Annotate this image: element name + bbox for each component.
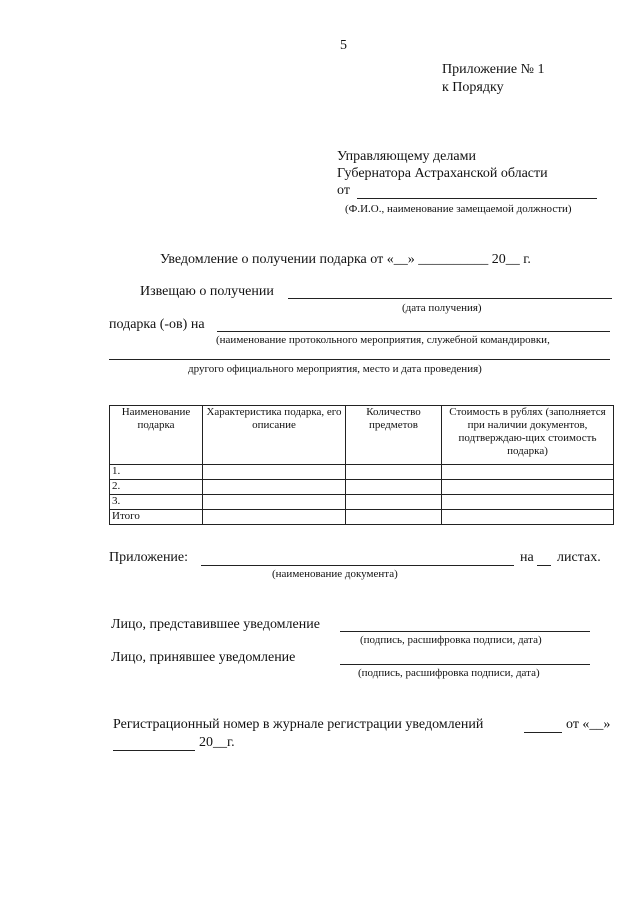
table-cell[interactable] (346, 465, 442, 480)
attachment-label: Приложение: (109, 550, 189, 565)
table-cell[interactable] (203, 510, 346, 525)
registration-date-line[interactable] (113, 750, 195, 751)
table-row (110, 465, 614, 480)
addressee-line-2: Губернатора Астраханской области (337, 166, 548, 181)
receipt-date-hint: (дата получения) (402, 302, 482, 314)
header-gift-name: Наименование подарка (110, 406, 203, 465)
table-cell[interactable] (203, 495, 346, 510)
addressee-from-hint: (Ф.И.О., наименование замещаемой должности) (345, 203, 572, 215)
header-cost: Стоимость в рублях (заполняется при наличии документов, подтверждаю-щих стоимость подарка) (442, 406, 614, 465)
page-number: 5 (340, 38, 347, 53)
table-header-row (110, 406, 614, 465)
row-label-total: Итого (110, 510, 203, 525)
notification-title: Уведомление о получении подарка от «__» __________ 20__ г. (160, 252, 531, 267)
table-cell[interactable] (442, 510, 614, 525)
event-hint-2: другого официального мероприятия, место и дата проведения) (188, 363, 482, 375)
event-hint-1: (наименование протокольного мероприятия, служебной командировки, (216, 334, 550, 346)
submitted-signature-line[interactable] (340, 631, 590, 632)
accepted-hint: (подпись, расшифровка подписи, дата) (358, 667, 540, 679)
row-label: 2. (110, 480, 203, 495)
addressee-from-label: от (337, 183, 350, 198)
header-gift-description: Характеристика подарка, его описание (203, 406, 346, 465)
registration-number-line[interactable] (524, 732, 562, 733)
table-cell[interactable] (346, 510, 442, 525)
attachment-sheets-label: листах. (557, 550, 601, 565)
registration-label: Регистрационный номер в журнале регистрации уведомлений (113, 717, 484, 732)
attachment-sheets-line[interactable] (537, 565, 551, 566)
addressee-from-line[interactable] (357, 198, 597, 199)
gift-event-label: подарка (-ов) на (109, 317, 205, 332)
table-cell[interactable] (442, 480, 614, 495)
header-quantity: Количество предметов (346, 406, 442, 465)
appendix-subtitle: к Порядку (442, 80, 504, 95)
table-cell[interactable] (442, 465, 614, 480)
attachment-hint: (наименование документа) (272, 568, 398, 580)
registration-year-label: 20__г. (199, 735, 235, 750)
event-line-2[interactable] (109, 359, 610, 360)
submitted-hint: (подпись, расшифровка подписи, дата) (360, 634, 542, 646)
row-label: 1. (110, 465, 203, 480)
addressee-line-1: Управляющему делами (337, 149, 476, 164)
attachment-on-label: на (520, 550, 534, 565)
accepted-signature-line[interactable] (340, 664, 590, 665)
attachment-doc-line[interactable] (201, 565, 514, 566)
table-cell[interactable] (203, 480, 346, 495)
receipt-date-line[interactable] (288, 298, 612, 299)
appendix-title: Приложение № 1 (442, 62, 545, 77)
submitted-label: Лицо, представившее уведомление (111, 617, 320, 632)
row-label: 3. (110, 495, 203, 510)
table-cell[interactable] (346, 495, 442, 510)
gifts-table (109, 405, 614, 525)
table-cell[interactable] (346, 480, 442, 495)
table-row-total (110, 510, 614, 525)
accepted-label: Лицо, принявшее уведомление (111, 650, 296, 665)
table-row (110, 480, 614, 495)
table-cell[interactable] (203, 465, 346, 480)
registration-from-label: от «__» (566, 717, 611, 732)
table-row (110, 495, 614, 510)
table-cell[interactable] (442, 495, 614, 510)
notify-label: Извещаю о получении (140, 284, 274, 299)
event-line-1[interactable] (217, 331, 610, 332)
